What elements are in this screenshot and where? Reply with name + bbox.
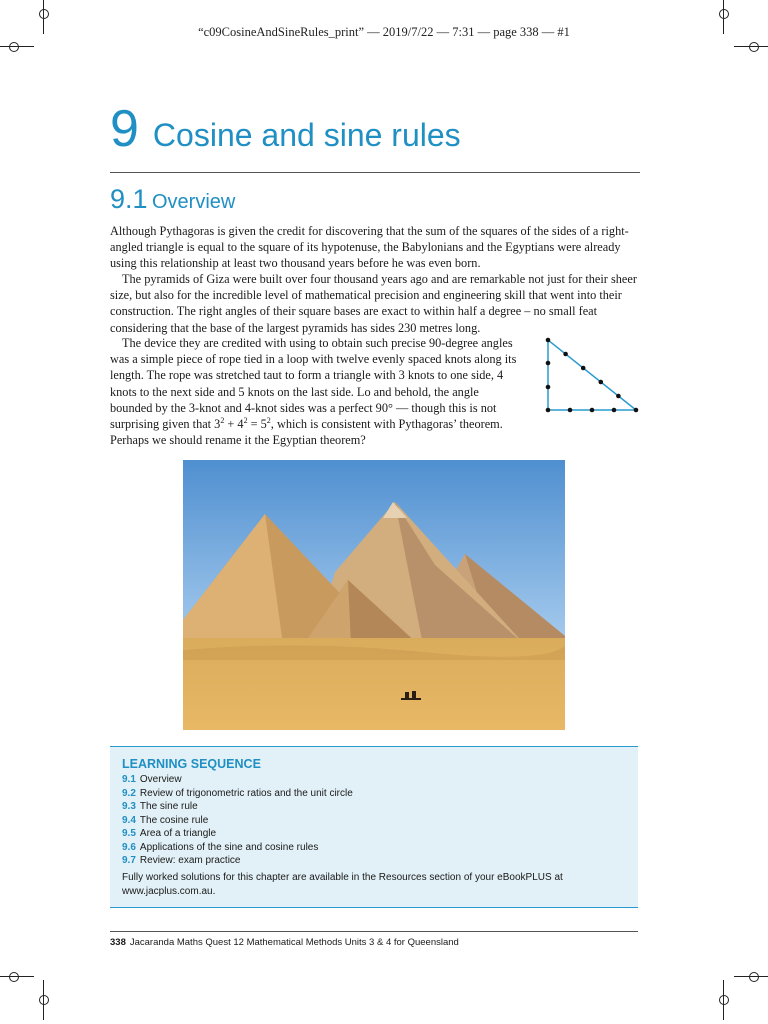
item-label: Applications of the sine and cosine rules [139,841,319,853]
knot [634,408,639,413]
footer-rule [110,931,638,932]
learning-sequence-box [110,746,638,908]
crop-mark-bottom-left-h [0,957,34,997]
knot [546,408,551,413]
section-heading [110,184,235,215]
paragraph-3-part-b: , which is consistent with Pythagoras’ theorem. Perhaps we should rename it the Egyptian theorem? [110,417,503,448]
learning-sequence-list [122,773,353,868]
item-number: 9.6 [122,841,136,853]
item-number: 9.3 [122,801,136,812]
section-number: 9.1 [110,184,148,214]
item-label: Overview [139,774,182,785]
camels [401,698,421,700]
exponent-1: 2 [220,415,225,425]
knot [546,361,551,366]
page-number: 338 [110,937,126,948]
item-label: The sine rule [139,801,198,812]
paragraph-3 [110,335,520,448]
list-item [122,841,353,855]
page-footer [110,937,459,948]
list-item [122,854,353,868]
knotted-rope-triangle-figure [540,334,642,414]
solutions-note: Fully worked solutions for this chapter are available in the Resources section of your eBookPLUS at www.jacplus.com.au. [122,872,563,897]
learning-sequence-heading: LEARNING SEQUENCE [122,757,261,771]
item-label: Review of trigonometric ratios and the unit circle [139,787,353,799]
knot [612,408,617,413]
list-item [122,773,353,787]
rope-triangle-outline [548,340,636,410]
knot [581,366,586,371]
item-label: Area of a triangle [139,828,217,839]
chapter-heading [110,100,640,173]
list-item [122,800,353,814]
paragraph-3-plus: + 4 [224,417,244,432]
item-label: Review: exam practice [139,855,241,866]
knot [546,338,551,343]
item-label: The cosine rule [139,814,209,826]
knot [616,394,621,399]
exponent-3: 2 [266,415,271,425]
paragraph-3-equals: = 5 [247,417,267,432]
chapter-number: 9 [110,100,139,158]
item-number: 9.7 [122,855,136,866]
list-item [122,814,353,828]
paragraph-1-text: Although Pythagoras is given the credit for discovering that the sum of the squares of the sides of a right-angled triangle is equal to the square of its hypotenuse, the Babylonians and the Egyptians were already using this relationship at least two thousand years before he was even born. [110,224,629,271]
item-number: 9.1 [122,774,136,785]
chapter-title: Cosine and sine rules [152,117,461,153]
print-slug: “c09CosineAndSineRules_print” — 2019/7/22 — 7:31 — page 338 — #1 [198,25,570,39]
item-number: 9.4 [122,814,136,826]
knot [599,380,604,385]
exponent-2: 2 [243,415,248,425]
crop-mark-bottom-right-h [734,957,768,997]
list-item [122,787,353,801]
paragraph-2 [110,271,638,336]
paragraph-1 [110,223,638,272]
paragraph-3-part-a: The device they are credited with using to obtain such precise 90-degree angles was a simple piece of rope tied in a loop with twelve evenly spaced knots along its length. The rope was stretched taut to form a triangle with 3 knots to one side, 4 knots to the next side and 5 knots on the last side. Lo and behold, the angle bounded by the 3-knot and 4-knot sides was a perfect 90° — though this is not surprising given that 3 [110,336,517,432]
section-title: Overview [152,191,236,213]
pyramids-of-giza-photo [183,460,565,730]
knot [568,408,573,413]
knot [546,385,551,390]
list-item [122,827,353,841]
book-title: Jacaranda Maths Quest 12 Mathematical Methods Units 3 & 4 for Queensland [129,937,459,948]
item-number: 9.2 [122,787,136,799]
item-number: 9.5 [122,828,136,839]
knot [590,408,595,413]
knot [563,352,568,357]
paragraph-2-text: The pyramids of Giza were built over four thousand years ago and are remarkable not just for their sheer size, but also for the incredible level of mathematical precision and engineering skill that went into their construction. The right angles of their square bases are exact to within half a degree – no small feat considering that the base of the largest pyramids has sides 230 metres long. [110,272,637,335]
paragraph-3-text [110,335,520,448]
